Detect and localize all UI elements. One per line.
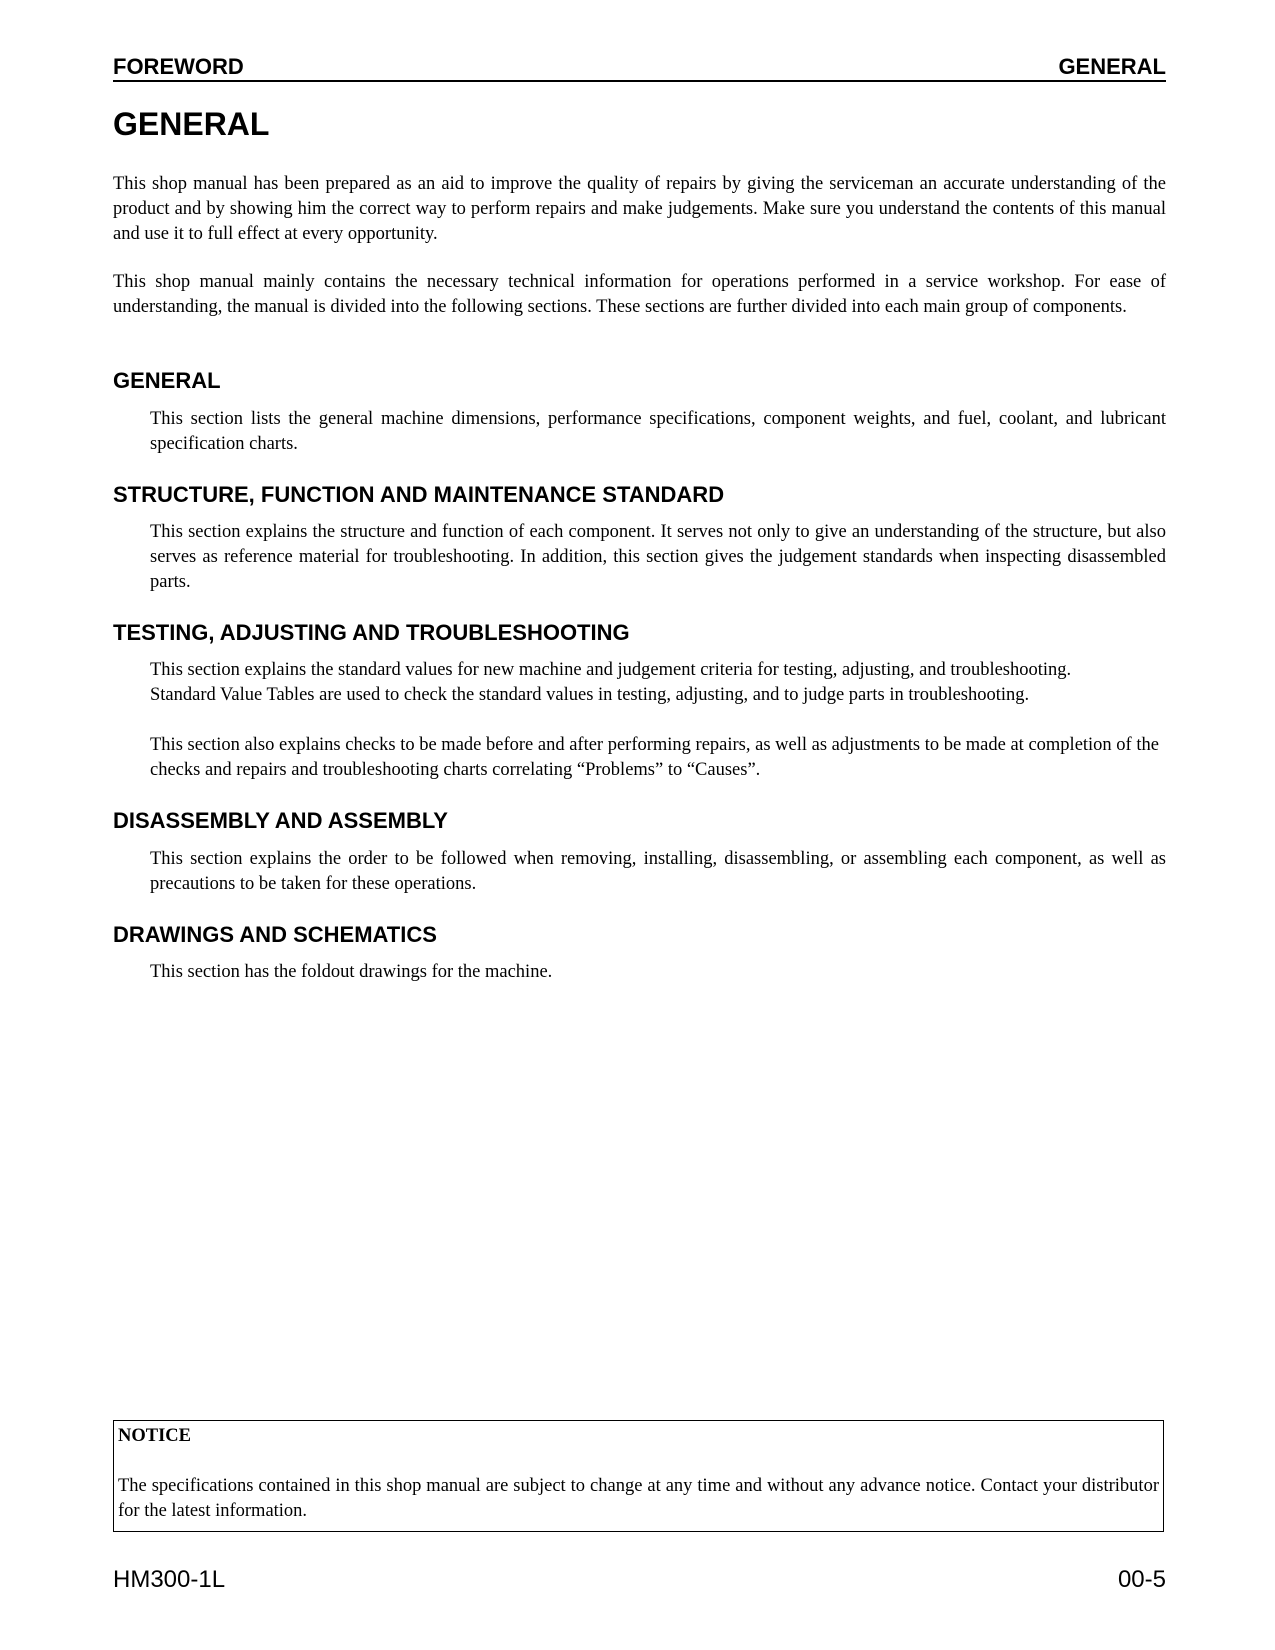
notice-text: The specifications contained in this shop manual are subject to change at any time and without any advance notice. Contact your distributor for the latest information. [118, 1476, 1159, 1521]
footer-page-number: 00-5 [1117, 1566, 1166, 1593]
section-heading: TESTING, ADJUSTING AND TROUBLESHOOTING [113, 620, 630, 645]
notice-box [113, 1420, 1164, 1532]
intro-paragraph: This shop manual mainly contains the necessary technical information for operations performed in a service workshop. For ease of understanding, the manual is divided into the following sections. These sections are further divided into each main group of components. [113, 272, 1166, 317]
page-title: GENERAL [113, 106, 270, 142]
section-heading: GENERAL [113, 368, 221, 393]
section-body: This section has the foldout drawings for the machine. [150, 962, 553, 982]
page-header [113, 54, 1166, 82]
section-body: This section explains the standard values for new machine and judgement criteria for testing, adjusting, and troubleshooting. Standard Value Tables are used to check the standard values in testing, adjusting, and to judge parts in troubleshooting. [150, 660, 1072, 705]
section-body: This section also explains checks to be made before and after performing repairs, as well as adjustments to be made at completion of the checks and repairs and troubleshooting charts correlating “Problems” to “Causes”. [150, 735, 1159, 780]
intro-paragraph: This shop manual has been prepared as an aid to improve the quality of repairs by giving the serviceman an accurate understanding of the product and by showing him the correct way to perform repairs and make judgements. Make sure you understand the contents of this manual and use it to full effect at every opportunity. [113, 174, 1166, 244]
notice-title: NOTICE [118, 1426, 191, 1446]
section-heading: STRUCTURE, FUNCTION AND MAINTENANCE STANDARD [113, 482, 725, 507]
section-body: This section explains the order to be followed when removing, installing, disassembling, or assembling each component, as well as precautions to be taken for these operations. [150, 849, 1166, 894]
section-body: This section lists the general machine dimensions, performance specifications, component weights, and fuel, coolant, and lubricant specification charts. [150, 409, 1166, 454]
section-body: This section explains the structure and function of each component. It serves not only to give an understanding of the structure, but also serves as reference material for troubleshooting. In addition, this section gives the judgement standards when inspecting disassembled parts. [150, 522, 1166, 592]
section-heading: DISASSEMBLY AND ASSEMBLY [113, 808, 448, 833]
footer-model: HM300-1L [113, 1566, 226, 1593]
header-chapter: FOREWORD [113, 54, 244, 79]
header-section: GENERAL [1058, 54, 1166, 79]
section-heading: DRAWINGS AND SCHEMATICS [113, 922, 437, 947]
